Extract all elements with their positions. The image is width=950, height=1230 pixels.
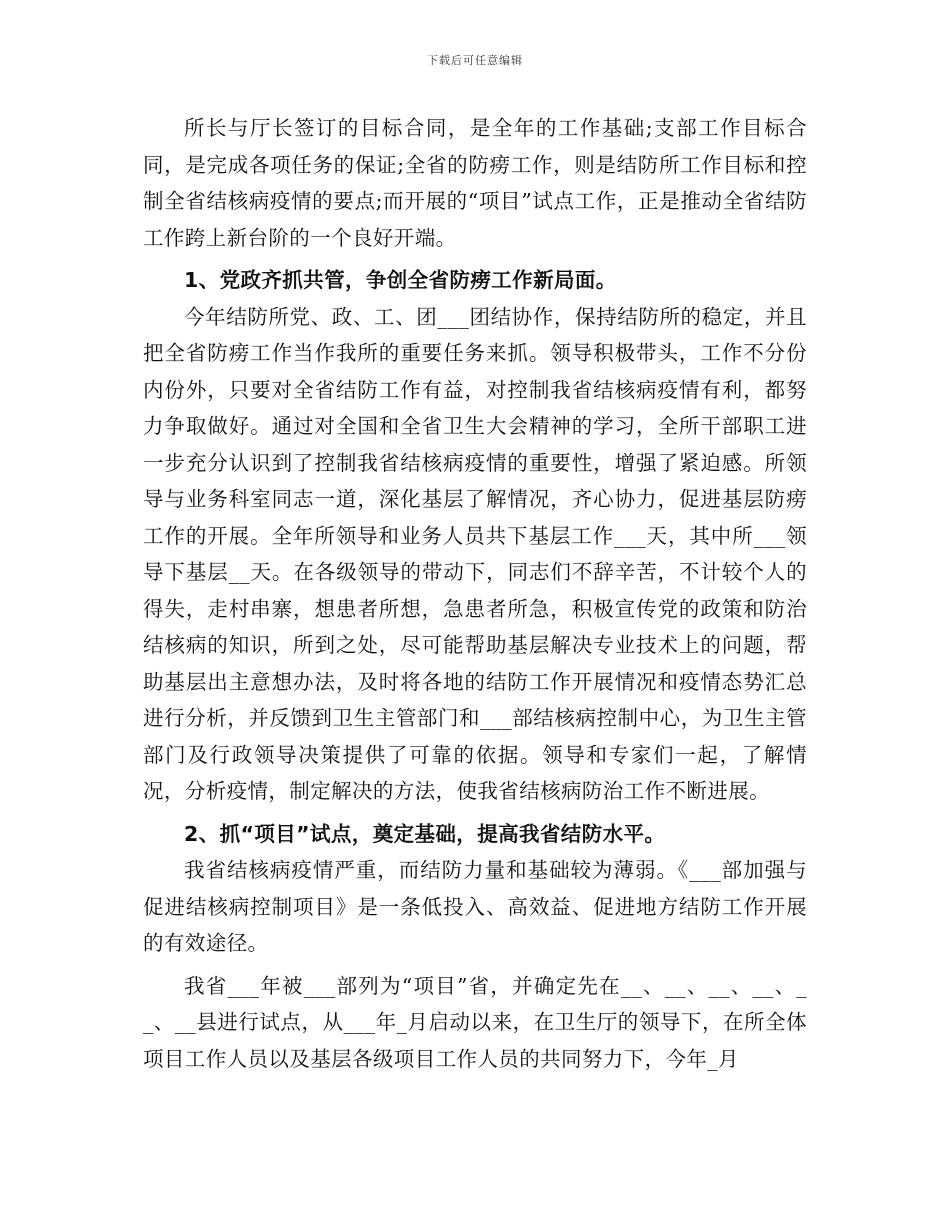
- paragraph-section-1: 今年结防所党、政、工、团___团结协作，保持结防所的稳定，并且把全省防痨工作当作我所的重要任务来抓。领导积极带头，工作不分份内份外，只要对全省结防工作有益，对控制我省结核病疫情有利，都努力争取做好。通过对全国和全省卫生大会精神的学习，全所干部职工进一步充分认识到了控制我省结核病疫情的重要性，增强了紧迫感。所领导与业务科室同志一道，深化基层了解情况，齐心协力，促进基层防痨工作的开展。全年所领导和业务人员共下基层工作___天，其中所___领导下基层__天。在各级领导的带动下，同志们不辞辛苦，不计较个人的得失，走村串寨，想患者所想，急患者所急，积极宣传党的政策和防治结核病的知识，所到之处，尽可能帮助基层解决专业技术上的问题，帮助基层出主意想办法，及时将各地的结防工作开展情况和疫情态势汇总进行分析，并反馈到卫生主管部门和___部结核病控制中心，为卫生主管部门及行政领导决策提供了可靠的依据。领导和专家们一起，了解情况，分析疫情，制定解决的方法，使我省结核病防治工作不断进展。: [143, 304, 807, 803]
- section-heading-2: 2、抓“项目”试点，奠定基础，提高我省结防水平。: [184, 821, 666, 846]
- page-header: 下载后可任意编辑: [427, 54, 523, 67]
- paragraph-section-2a: 我省结核病疫情严重，而结防力量和基础较为薄弱。《___部加强与促进结核病控制项目》是一条低投入、高效益、促进地方结防工作开展的有效途径。: [143, 858, 807, 955]
- paragraph-section-2b: 我省___年被___部列为“项目”省，并确定先在__、__、__、__、__、__县进行试点，从___年_月启动以来，在卫生厅的领导下，在所全体项目工作人员以及基层各级项目工作人员的共同努力下，今年_月: [143, 973, 807, 1071]
- section-heading-1: 1、党政齐抓共管，争创全省防痨工作新局面。: [184, 268, 617, 292]
- paragraph-intro: 所长与厅长签订的目标合同，是全年的工作基础;支部工作目标合同，是完成各项任务的保证;全省的防痨工作，则是结防所工作目标和控制全省结核病疫情的要点;而开展的“项目”试点工作，正是推动全省结防工作跨上新台阶的一个良好开端。: [143, 116, 807, 250]
- document-body: [143, 110, 807, 1077]
